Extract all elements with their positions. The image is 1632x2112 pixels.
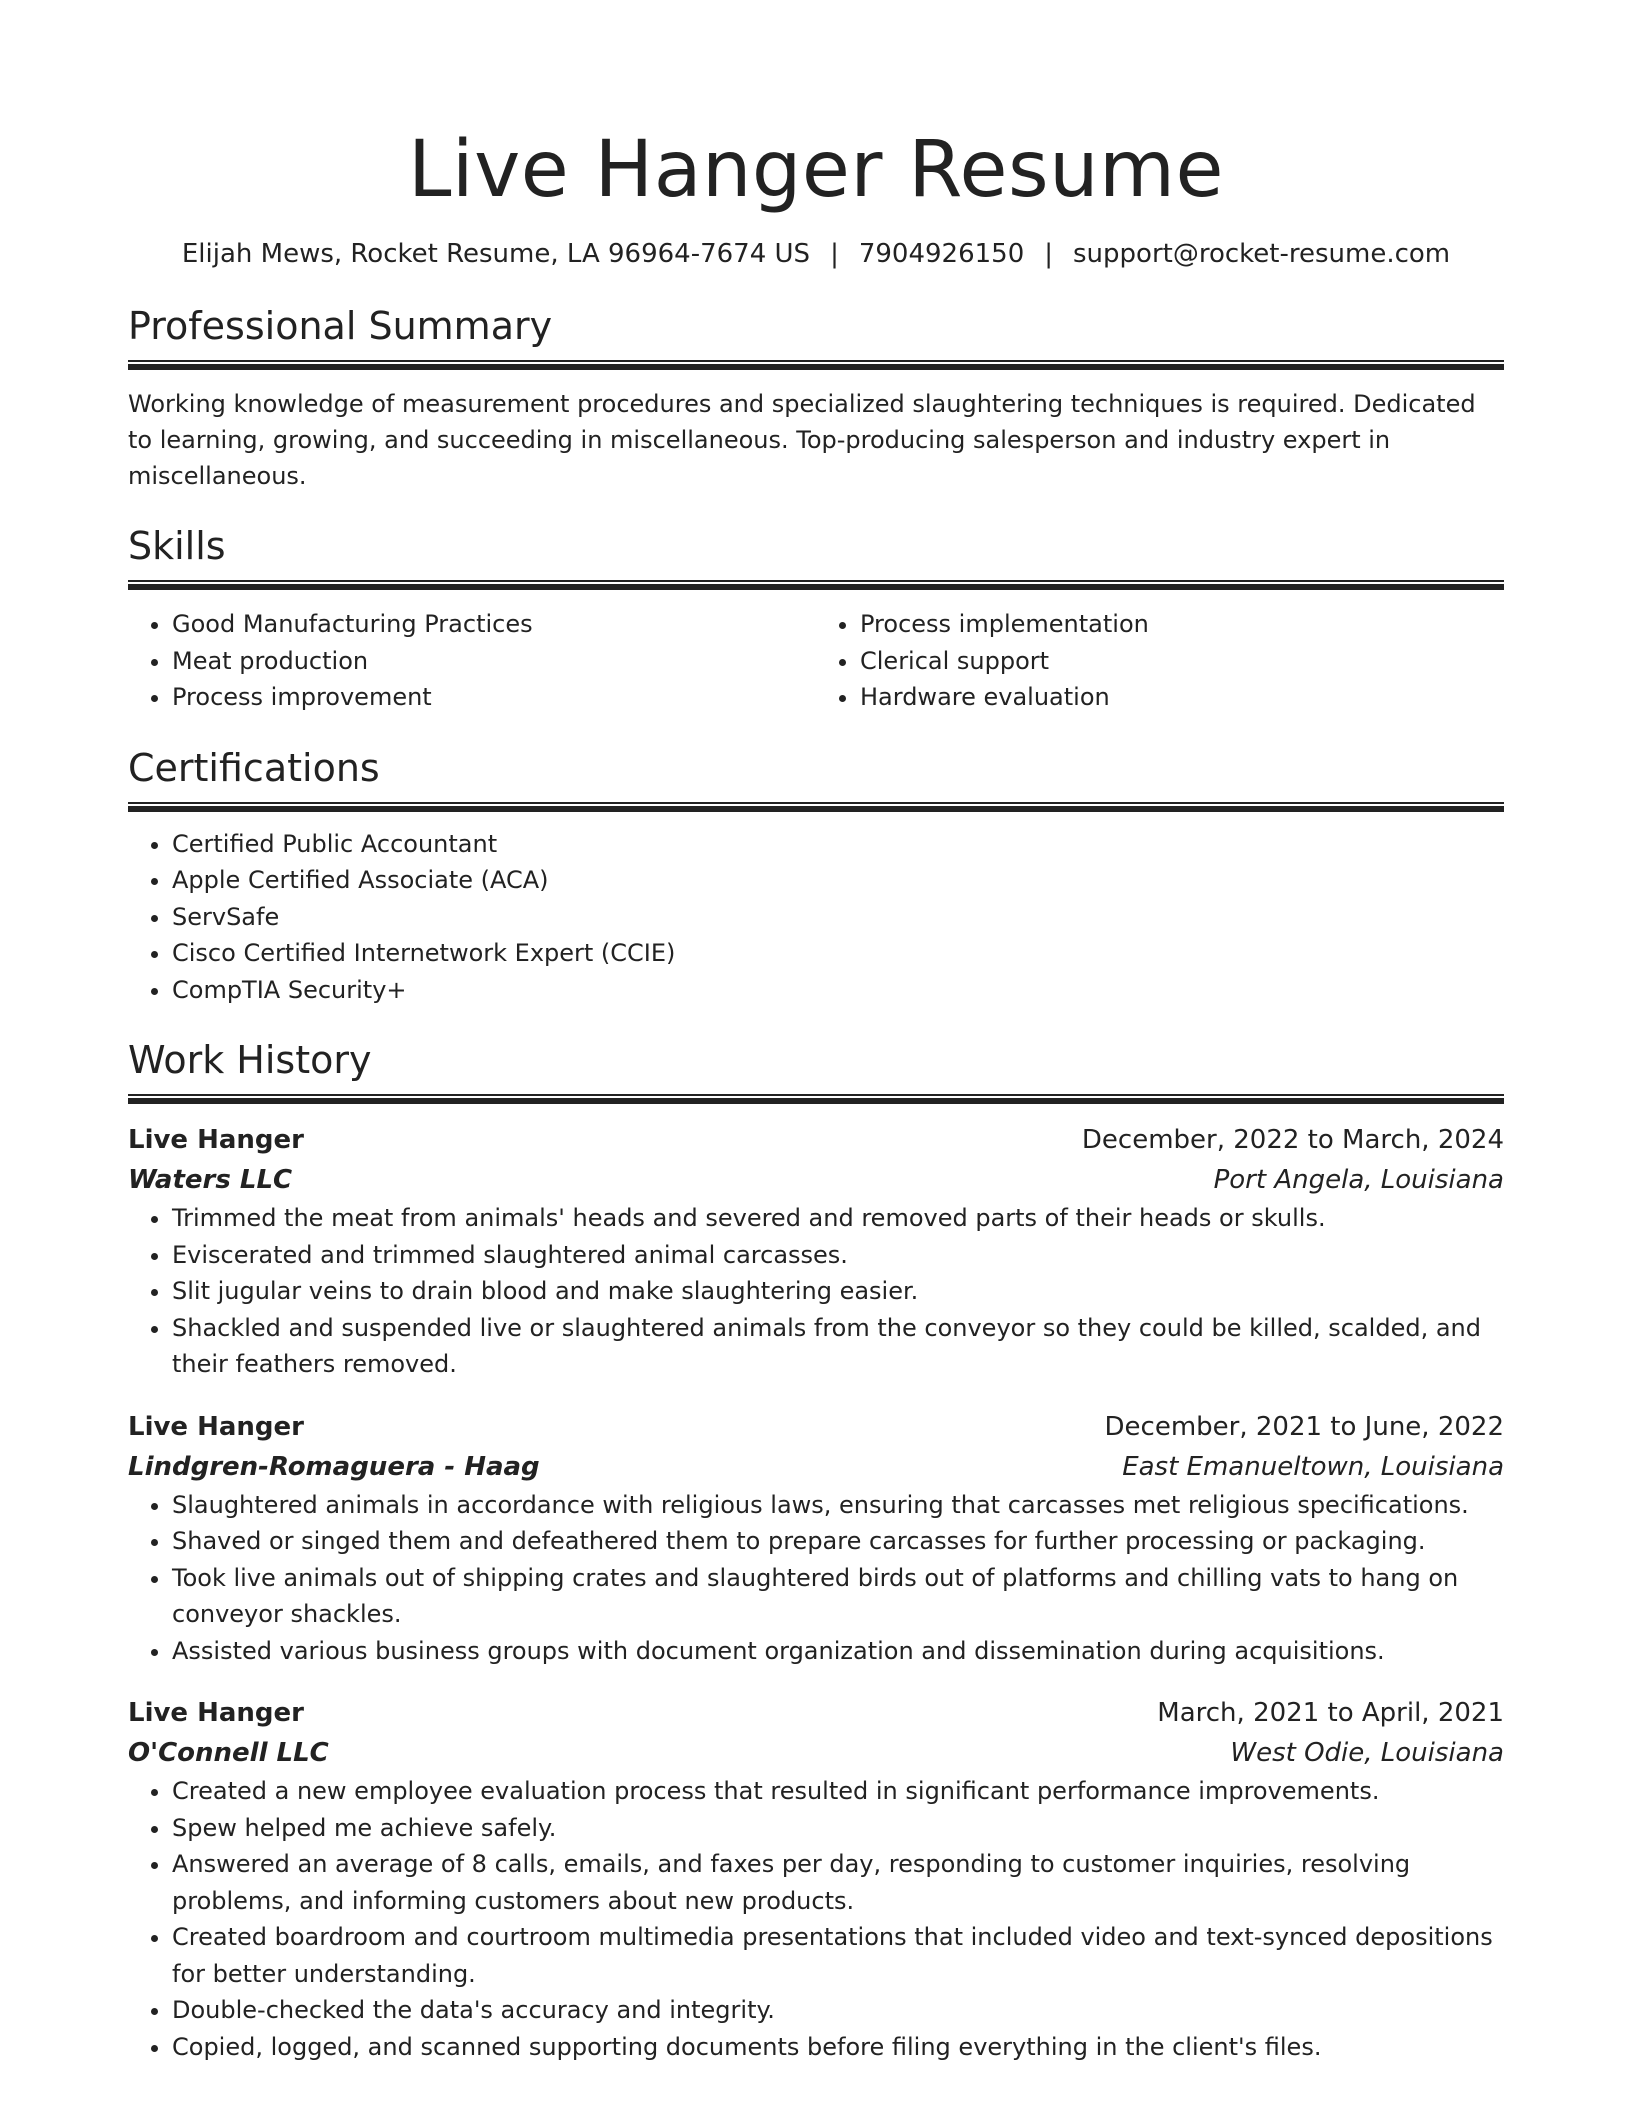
job-subheader-row bbox=[128, 1447, 1504, 1487]
job-bullet: • Created a new employee evaluation process that resulted in significant performance improvements. bbox=[172, 1773, 1504, 1810]
certifications-list bbox=[128, 826, 1504, 1009]
job-bullet: • Slit jugular veins to drain blood and make slaughtering easier. bbox=[172, 1273, 1504, 1310]
job-bullet: • Shaved or singed them and defeathered them to prepare carcasses for further processing or packaging. bbox=[172, 1523, 1504, 1560]
job-bullet: • Trimmed the meat from animals' heads and severed and removed parts of their heads or skulls. bbox=[172, 1200, 1504, 1237]
job-dates: December, 2022 to March, 2024 bbox=[1081, 1125, 1504, 1155]
skill-item: • Clerical support bbox=[860, 643, 1504, 680]
skill-item: • Good Manufacturing Practices bbox=[172, 606, 816, 643]
job-subheader-row bbox=[128, 1160, 1504, 1200]
skills-list-right bbox=[816, 606, 1504, 716]
contact-separator: | bbox=[1044, 239, 1054, 269]
job-bullets bbox=[128, 1487, 1504, 1670]
job-title: Live Hanger bbox=[128, 1698, 304, 1728]
contact-address: Elijah Mews, Rocket Resume, LA 96964-7674 US bbox=[181, 239, 811, 269]
contact-phone: 7904926150 bbox=[858, 239, 1025, 269]
job-bullet: • Took live animals out of shipping crates and slaughtered birds out of platforms and chilling vats to hang on conveyor shackles. bbox=[172, 1560, 1504, 1633]
contact-email[interactable]: support@rocket-resume.com bbox=[1073, 239, 1451, 269]
job-title: Live Hanger bbox=[128, 1125, 304, 1155]
certification-item: • CompTIA Security+ bbox=[172, 972, 1504, 1009]
job-header-row bbox=[128, 1120, 1504, 1160]
skills-grid bbox=[128, 606, 1504, 716]
certification-item: • ServSafe bbox=[172, 899, 1504, 936]
contact-line bbox=[128, 236, 1504, 272]
skill-item: • Meat production bbox=[172, 643, 816, 680]
skill-item: • Process improvement bbox=[172, 679, 816, 716]
job-entry bbox=[128, 1120, 1504, 1383]
job-bullet: • Eviscerated and trimmed slaughtered animal carcasses. bbox=[172, 1237, 1504, 1274]
work-history-section bbox=[128, 1036, 1504, 2065]
certifications-section bbox=[128, 744, 1504, 1009]
skills-section bbox=[128, 522, 1504, 716]
section-divider bbox=[128, 802, 1504, 812]
section-divider bbox=[128, 580, 1504, 590]
certification-item: • Cisco Certified Internetwork Expert (CCIE) bbox=[172, 935, 1504, 972]
certification-item: • Apple Certified Associate (ACA) bbox=[172, 862, 1504, 899]
resume-title: Live Hanger Resume bbox=[407, 125, 1225, 215]
job-bullet: • Spew helped me achieve safely. bbox=[172, 1810, 1504, 1847]
job-bullet: • Copied, logged, and scanned supporting documents before filing everything in the client's files. bbox=[172, 2029, 1504, 2066]
job-bullet: • Double-checked the data's accuracy and integrity. bbox=[172, 1992, 1504, 2029]
skills-list-left bbox=[128, 606, 816, 716]
job-bullets bbox=[128, 1773, 1504, 2065]
job-entry bbox=[128, 1693, 1504, 2065]
job-company: O'Connell LLC bbox=[128, 1738, 329, 1768]
job-entry bbox=[128, 1407, 1504, 1670]
job-title: Live Hanger bbox=[128, 1411, 304, 1442]
contact-separator: | bbox=[830, 239, 839, 269]
summary-text: Working knowledge of measurement procedures and specialized slaughtering techniques is required. Dedicated to learning, growing, and succeeding in miscellaneous. Top-producing salesperson and industry expert in miscellaneous. bbox=[128, 390, 1476, 490]
job-dates: December, 2021 to June, 2022 bbox=[1104, 1411, 1504, 1442]
skills-heading: Skills bbox=[128, 524, 226, 568]
job-header-row bbox=[128, 1693, 1504, 1733]
job-company: Waters LLC bbox=[128, 1165, 293, 1195]
section-divider bbox=[128, 1094, 1504, 1104]
job-company: Lindgren-Romaguera - Haag bbox=[128, 1451, 540, 1482]
skill-item: • Process implementation bbox=[860, 606, 1504, 643]
job-bullet: • Assisted various business groups with document organization and dissemination during acquisitions. bbox=[172, 1633, 1504, 1670]
job-location: Port Angela, Louisiana bbox=[1213, 1165, 1504, 1195]
summary-section bbox=[128, 302, 1504, 494]
job-header-row bbox=[128, 1407, 1504, 1447]
skill-item: • Hardware evaluation bbox=[860, 679, 1504, 716]
job-bullets bbox=[128, 1200, 1504, 1383]
section-divider bbox=[128, 360, 1504, 370]
summary-heading: Professional Summary bbox=[128, 304, 553, 348]
certifications-heading: Certifications bbox=[128, 745, 380, 790]
job-subheader-row bbox=[128, 1733, 1504, 1773]
job-location: West Odie, Louisiana bbox=[1230, 1738, 1504, 1768]
work-history-heading: Work History bbox=[128, 1038, 372, 1082]
job-bullet: • Answered an average of 8 calls, emails, and faxes per day, responding to customer inquiries, resolving problems, and informing customers about new products. bbox=[172, 1846, 1504, 1919]
job-bullet: • Slaughtered animals in accordance with religious laws, ensuring that carcasses met religious specifications. bbox=[172, 1487, 1504, 1524]
job-bullet: • Created boardroom and courtroom multimedia presentations that included video and text-synced depositions for better understanding. bbox=[172, 1919, 1504, 1992]
job-dates: March, 2021 to April, 2021 bbox=[1157, 1698, 1504, 1728]
certification-item: • Certified Public Accountant bbox=[172, 826, 1504, 863]
job-location: East Emanueltown, Louisiana bbox=[1122, 1451, 1504, 1482]
job-bullet: • Shackled and suspended live or slaughtered animals from the conveyor so they could be killed, scalded, and their feathers removed. bbox=[172, 1310, 1504, 1383]
